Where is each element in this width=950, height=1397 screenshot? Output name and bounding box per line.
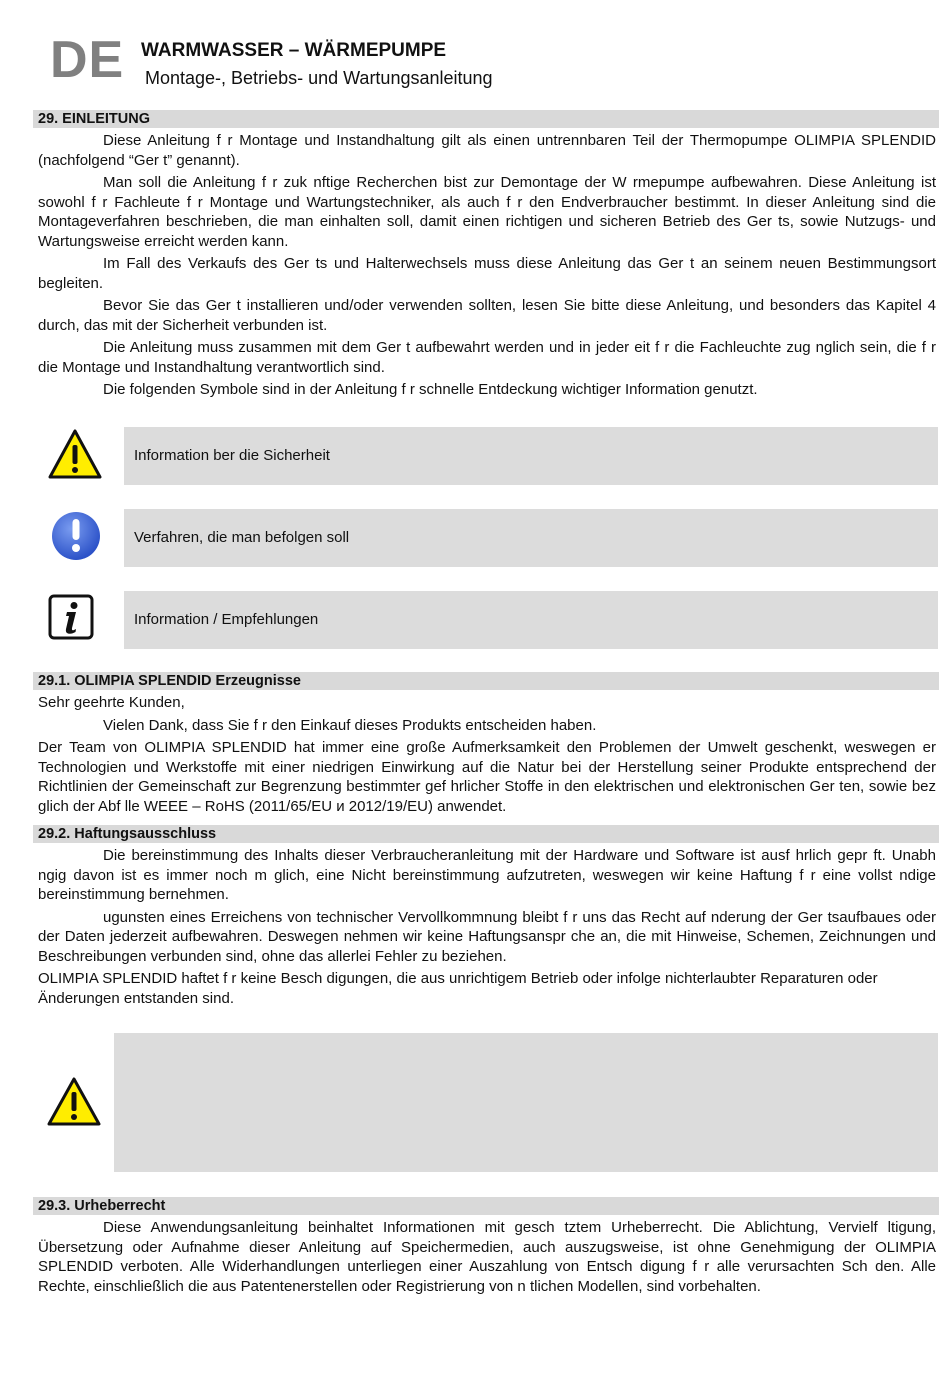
section-heading-introduction: 29. EINLEITUNG (33, 110, 939, 128)
paragraph: Der Team von OLIMPIA SPLENDID hat immer eine große Aufmerksamkeit den Problemen der Umwelt geschenkt, weswegen er Technologien und Werkstoffe mit einer niedrigen Einwirkung auf die Natur bei der Herstellung seiner Produkte entsprechend der Richtlinien der Gemeinschaft zur Begrenzung bestimmter gef hrlicher Stoffe in den elektrischen und elektronischen Ger ten, sowie bez glich der Abf lle WEEE – RoHS (2011/65/EU и 2012/19/EU) anwendet. (38, 739, 936, 815)
copyright-text (38, 1218, 936, 1299)
section-heading-liability: 29.2. Haftungsausschluss (33, 825, 939, 843)
paragraph: Vielen Dank, dass Sie f r den Einkauf dieses Produkts entscheiden haben. (103, 716, 597, 734)
exclamation-circle-icon (46, 509, 104, 567)
warning-triangle-icon (46, 427, 104, 485)
liability-text (38, 846, 936, 1011)
paragraph: Diese Anleitung f r Montage und Instandhaltung gilt als einen untrennbaren Teil der Thermopumpe OLIMPIA SPLENDID (nachfolgend “Ger t” genannt). (38, 132, 936, 169)
document-subtitle: Montage-, Betriebs- und Wartungsanleitung (145, 68, 493, 88)
symbol-row-procedure (40, 509, 938, 567)
info-icon (46, 591, 104, 649)
symbol-row-safety (40, 427, 938, 485)
section-heading-products: 29.1. OLIMPIA SPLENDID Erzeugnisse (33, 672, 939, 690)
paragraph: ugunsten eines Erreichens von technischer Vervollkommnung bleibt f r uns das Recht auf nderung der Ger tsaufbaues oder der Daten jederzeit aufbewahren. Deswegen nehmen wir keine Haftungsanspr che an, die mit Hinweise, Schemen, Zeichnungen und Beschreibungen verbunden sind, ohne das allerlei Fehler zu beziehen. (38, 908, 936, 965)
symbol-label: Verfahren, die man befolgen soll (124, 509, 938, 567)
paragraph: Die bereinstimmung des Inhalts dieser Verbraucheranleitung mit der Hardware und Software ist ausf hrlich gepr ft. Unabh ngig davon ist es immer noch m glich, eine Nicht bereinstimmung aufzutreten, weswegen wir keine Haftung f r eine vollst ndige bereinstimmung bernehmen. (38, 847, 936, 903)
paragraph: Man soll die Anleitung f r zuk nftige Recherchen bist zur Demontage der W rmepumpe aufbewahren. Diese Anleitung ist sowohl f r Fachleute f r Montage und Wartungstechniker, als auch f r den Endverbraucher bestimmt. In dieser Anleitung sind die Montageverfahren beschrieben, die man einhalten soll, damit einen richtigen und sicheren Betrieb des Ger ts, sowie Nutzugs- und Wartungsweise erreicht werden kann. (38, 174, 936, 250)
symbol-row-information (40, 591, 938, 649)
section-heading-copyright: 29.3. Urheberrecht (33, 1197, 939, 1215)
warning-triangle-icon (45, 1076, 103, 1130)
document-title: WARMWASSER – WÄRMEPUMPE (141, 40, 447, 61)
symbol-label: Information ber die Sicherheit (124, 427, 938, 485)
paragraph: Die folgenden Symbole sind in der Anleitung f r schnelle Entdeckung wichtiger Information genutzt. (103, 381, 758, 398)
products-text (38, 693, 936, 819)
warning-note-box (114, 1033, 938, 1172)
paragraph: OLIMPIA SPLENDID haftet f r keine Besch digungen, die aus unrichtigem Betrieb oder infolge nichterlaubter Reparaturen oder Änderungen entstanden sind. (38, 970, 878, 1007)
language-code: DE (50, 31, 125, 89)
paragraph: Bevor Sie das Ger t installieren und/oder verwenden sollten, lesen Sie bitte diese Anleitung, und besonders das Kapitel 4 durch, das mit der Sicherheit verbunden ist. (38, 297, 936, 334)
page-header (0, 0, 950, 100)
introduction-text (38, 131, 936, 403)
paragraph: Diese Anwendungsanleitung beinhaltet Informationen mit gesch tztem Urheberrecht. Die Ablichtung, Vervielf ltigung, Übersetzung oder Aufnahme dieser Anleitung auf Speichermedien, auch auszugsweise, ist ohne Genehmigung der OLIMPIA SPLENDID verboten. Alle Widerhandlungen unterliegen einer Auszahlung von Entsch digung f r alle verursachten Sch den. Alle Rechte, einschließlich die aus Patentenerstellen oder Registrierung von n tlichen Modellen, sind vorbehalten. (38, 1219, 936, 1295)
paragraph: Im Fall des Verkaufs des Ger ts und Halterwechsels muss diese Anleitung das Ger t an seinem neuen Bestimmungsort begleiten. (38, 255, 936, 292)
greeting: Sehr geehrte Kunden, (38, 694, 185, 711)
symbol-label: Information / Empfehlungen (124, 591, 938, 649)
paragraph: Die Anleitung muss zusammen mit dem Ger t aufbewahrt werden und in jeder eit f r die Fachleuchte zug nglich sein, die f r die Montage und Instandhaltung verantwortlich sind. (38, 339, 936, 376)
